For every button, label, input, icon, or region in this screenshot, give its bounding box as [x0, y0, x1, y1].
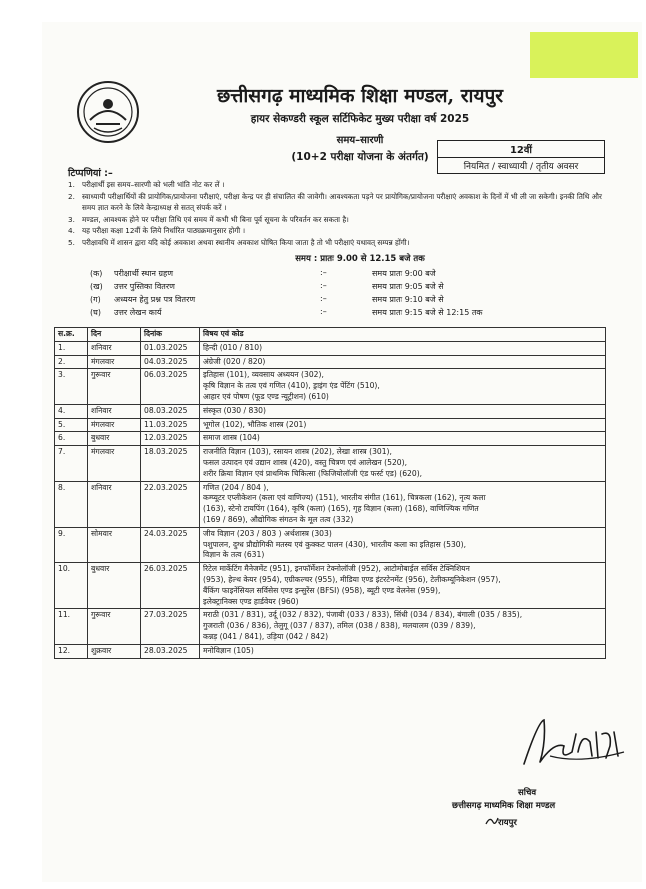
timing-row: (ख) उत्तर पुस्तिका वितरण :– समय प्रातः 9:05 बजे से — [90, 281, 444, 291]
row-serial: 4. — [55, 404, 88, 418]
row-serial: 12. — [55, 644, 88, 658]
subject-line: जीव विज्ञान (203 / 803 ) अर्थशास्त्र (303) — [203, 528, 332, 538]
row-day: मंगलवार — [88, 355, 141, 369]
row-date: 18.03.2025 — [141, 446, 200, 481]
subject-line: हिन्दी (010 / 810) — [203, 342, 263, 352]
row-date: 26.03.2025 — [141, 563, 200, 609]
row-subjects — [200, 418, 606, 432]
table-row — [55, 563, 606, 609]
row-serial: 7. — [55, 446, 88, 481]
subject-line: (953), हेल्थ केयर (954), एग्रीकल्चर (955), मीडिया एण्ड इंटरटेनमेंट (956), टेलीकम्यूनिकेशन (957), — [203, 574, 501, 584]
row-serial: 8. — [55, 481, 88, 527]
row-serial: 10. — [55, 563, 88, 609]
subject-line: फसल उत्पादन एवं उद्यान शास्त्र (420), वस्तु चित्रण एवं आलेखन (520), — [203, 457, 408, 467]
scheme-label: (10+2 परीक्षा योजना के अंतर्गत) — [291, 151, 429, 163]
table-row — [55, 355, 606, 369]
row-day: शनिवार — [88, 481, 141, 527]
timing-schedule — [90, 268, 510, 320]
header-serial: स.क्र. — [55, 328, 88, 342]
subject-line: कृषि विज्ञान के तत्व एवं गणित (410), ड्राइंग एंड पेंटिंग (510), — [203, 381, 380, 391]
header-day: दिन — [88, 328, 141, 342]
subject-line: गणित (204 / 804 ), — [203, 482, 269, 492]
row-subjects — [200, 563, 606, 609]
subject-line: इलेक्ट्रानिक्स एण्ड हार्डवेयर (960) — [203, 596, 299, 606]
secretary-signature — [520, 712, 630, 772]
exam-subtitle: हायर सेकण्डरी स्कूल सर्टिफिकेट मुख्य परीक्षा वर्ष 2025 — [250, 113, 470, 125]
board-seal-logo — [76, 80, 140, 144]
candidate-type: नियमित / स्वाध्यायी / तृतीय अवसर — [463, 162, 579, 172]
row-day: शुक्रवार — [88, 644, 141, 658]
table-row — [55, 644, 606, 658]
header-date: दिनांक — [141, 328, 200, 342]
row-serial: 9. — [55, 527, 88, 562]
class-box — [437, 140, 605, 174]
row-day: सोमवार — [88, 527, 141, 562]
subject-line: भूगोल (102), भौतिक शास्त्र (201) — [203, 419, 307, 429]
table-row — [55, 341, 606, 355]
row-date: 04.03.2025 — [141, 355, 200, 369]
row-date: 01.03.2025 — [141, 341, 200, 355]
table-row — [55, 446, 606, 481]
row-subjects — [200, 404, 606, 418]
row-date: 27.03.2025 — [141, 609, 200, 644]
row-subjects — [200, 355, 606, 369]
subject-line: विज्ञान के तत्व (631) — [203, 550, 265, 560]
subject-line: अंग्रेजी (020 / 820) — [203, 356, 266, 366]
note-item: 3. मण्डल, आवश्यक होने पर परीक्षा तिथि एवं समय में कभी भी बिना पूर्व सूचना के परिवर्तन कर सकता है। — [68, 214, 349, 224]
header-subject: विषय एवं कोड — [200, 328, 606, 342]
row-serial: 6. — [55, 432, 88, 446]
subject-line: शरीर क्रिया विज्ञान एवं प्राथमिक चिकित्सा (फिजियोलॉजी एंड फर्स्ट एड) (620), — [203, 468, 423, 478]
row-date: 08.03.2025 — [141, 404, 200, 418]
subject-line: (163), स्टेनो टायपिंग (164), कृषि (कला) (165), गृह विज्ञान (कला) (168), वाणिज्यिक गणित — [203, 504, 479, 514]
row-subjects — [200, 481, 606, 527]
row-date: 06.03.2025 — [141, 369, 200, 404]
row-day: गुरूवार — [88, 369, 141, 404]
row-subjects — [200, 609, 606, 644]
row-serial: 3. — [55, 369, 88, 404]
table-row — [55, 432, 606, 446]
row-serial: 1. — [55, 341, 88, 355]
notes-heading: टिप्पणियां :– — [68, 168, 113, 179]
notes-list — [68, 179, 608, 248]
note-item: 4. यह परीक्षा कक्षा 12वीं के लिये निर्धारित पाठ्यक्रमानुसार होगी । — [68, 226, 246, 235]
subject-line: संस्कृत (030 / 830) — [203, 405, 266, 415]
signatory-city: रायपुर — [498, 818, 517, 828]
row-date: 22.03.2025 — [141, 481, 200, 527]
table-row — [55, 369, 606, 404]
schedule-label: समय–सारणी — [336, 135, 384, 146]
subject-line: गुजराती (036 / 836), तेलुगू (037 / 837), तमिल (038 / 838), मलयालम (039 / 839), — [203, 621, 476, 631]
subject-line: पशुपालन, दुग्ध प्रौद्योगिकी मतस्य एवं कुक्कट पालन (430), भारतीय कला का इतिहास (530), — [203, 539, 467, 549]
timing-row: (ग) अध्ययन हेतु प्रश्न पत्र वितरण :– समय प्रातः 9:10 बजे से — [90, 294, 444, 304]
row-subjects — [200, 432, 606, 446]
subject-line: मनोविज्ञान (105) — [203, 645, 254, 655]
row-day: बुधवार — [88, 432, 141, 446]
row-date: 12.03.2025 — [141, 432, 200, 446]
signatory-org: छत्तीसगढ़ माध्यमिक शिक्षा मण्डल — [452, 801, 556, 811]
subject-line: राजनीति विज्ञान (103), रसायन शास्त्र (202), लेखा शास्त्र (301), — [203, 447, 392, 457]
row-date: 11.03.2025 — [141, 418, 200, 432]
subject-line: कम्प्यूटर एप्लीकेशन (कला एवं वाणिज्य) (151), भारतीय संगीत (161), चित्रकला (162), नृत्य कला — [203, 493, 486, 503]
subject-line: आहार एवं पोषण (फूड एण्ड न्यूट्रीशन) (610) — [203, 391, 329, 401]
table-header-row — [55, 328, 606, 342]
exam-time: समय : प्रातः 9.00 से 12.15 बजे तक — [295, 254, 425, 264]
subject-line: बैंकिंग फाइनेंसियल सर्विसेस एण्ड इन्सुरेंस (BFSI) (958), ब्यूटी एण्ड वेलनेस (959), — [203, 585, 441, 595]
signatory-role: सचिव — [518, 788, 537, 798]
row-date: 24.03.2025 — [141, 527, 200, 562]
table-row — [55, 404, 606, 418]
subject-line: (169 / 869), औद्योगिक संगठन के मूल तत्व (332) — [203, 514, 354, 524]
highlight-mark — [530, 32, 638, 78]
table-row — [55, 481, 606, 527]
row-serial: 11. — [55, 609, 88, 644]
row-serial: 2. — [55, 355, 88, 369]
subject-line: मराठी (031 / 831), उर्दू (032 / 832), पंजाबी (033 / 833), सिंधी (034 / 834), बंगाली (035 / 835), — [203, 610, 523, 620]
timing-row: (क) परीक्षार्थी स्थान ग्रहण :– समय प्रातः 9:00 बजे — [90, 268, 436, 278]
exam-timetable — [54, 327, 606, 659]
row-day: शनिवार — [88, 404, 141, 418]
row-subjects — [200, 341, 606, 355]
table-row — [55, 527, 606, 562]
subject-line: कन्नड़ (041 / 841), उड़िया (042 / 842) — [203, 631, 329, 641]
row-date: 28.03.2025 — [141, 644, 200, 658]
note-item: 2. स्वाध्यायी परीक्षार्थियों की प्रायोगिक/प्रायोजना परीक्षाएं, परीक्षा केन्द्र पर ही संचालित की जावेगी। आवश्यकता पड़ने पर प्रायोगिक/प्रायोजना परीक्षाएं अवकाश के दिनों में भी ली जा सकेगी। इनकी तिथि और समय ज्ञात करने के लिये केन्द्राध्यक्ष से सतत् संपर्क करें । — [68, 191, 602, 212]
row-subjects — [200, 446, 606, 481]
row-day: मंगलवार — [88, 418, 141, 432]
row-subjects — [200, 527, 606, 562]
row-day: शनिवार — [88, 341, 141, 355]
board-title: छत्तीसगढ़ माध्यमिक शिक्षा मण्डल, रायपुर — [216, 85, 504, 107]
row-subjects — [200, 369, 606, 404]
row-day: मंगलवार — [88, 446, 141, 481]
subject-line: रिटेल मार्केटिंग मैनेजमेंट (951), इनफॉर्मेशन टेक्नोलॉजी (952), आटोमोबाईल सर्विस टेक्निशियन — [203, 564, 470, 574]
subject-line: समाज शास्त्र (104) — [203, 433, 260, 443]
row-subjects — [200, 644, 606, 658]
row-day: गुरूवार — [88, 609, 141, 644]
timing-row: (घ) उत्तर लेखन कार्य :– समय प्रातः 9:15 बजे से 12:15 तक — [90, 307, 483, 317]
subject-line: इतिहास (101), व्यवसाय अध्ययन (302), — [203, 370, 324, 380]
row-serial: 5. — [55, 418, 88, 432]
class-label: 12वीं — [438, 141, 604, 158]
note-item: 1. परीक्षार्थी इस समय–सारणी को भली भांति नोट कर लें । — [68, 180, 225, 189]
table-row — [55, 418, 606, 432]
note-item: 5. परीक्षावधि में शासन द्वारा यदि कोई अवकाश अथवा स्थानीय अवकाश घोषित किया जाता है तो भी परीक्षाएं यथावत् सम्पन्न होंगी। — [68, 237, 410, 247]
table-row — [55, 609, 606, 644]
row-day: बुधवार — [88, 563, 141, 609]
